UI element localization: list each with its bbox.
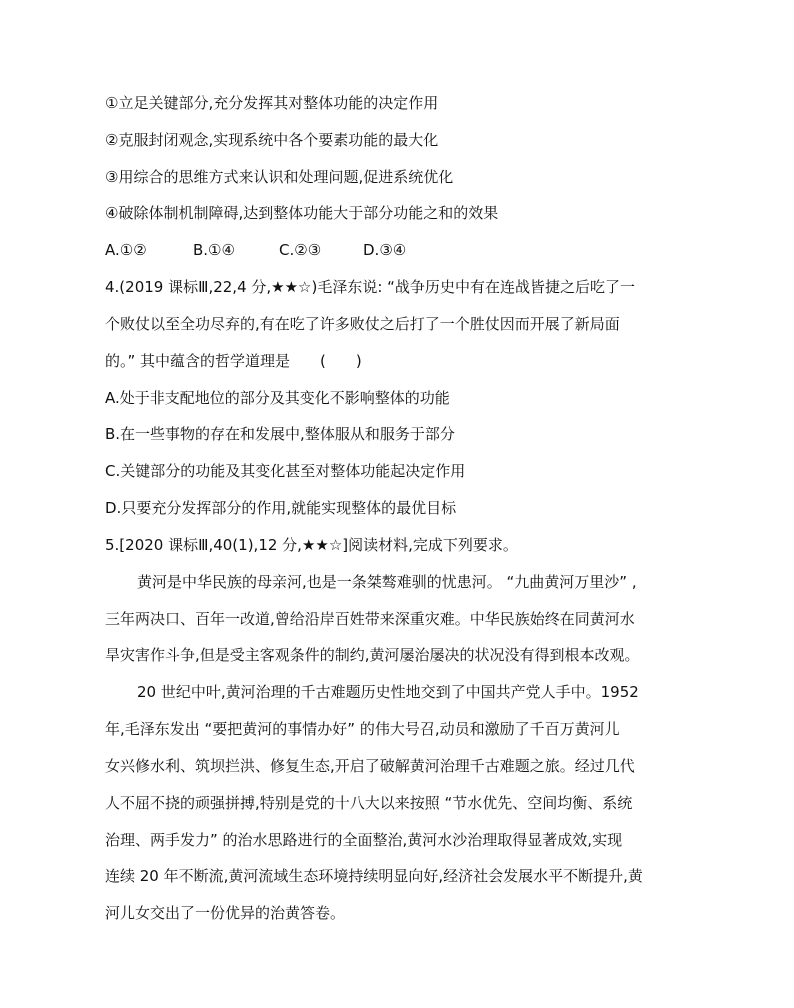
q5-para1-line-3: 旱灾害作斗争,但是受主客观条件的制约,黄河屡治屡决的状况没有得到根本改观。	[105, 646, 640, 664]
q4-option-a: A.处于非支配地位的部分及其变化不影响整体的功能	[105, 389, 450, 407]
q4-stem-line-2: 个败仗以至全功尽弃的,有在吃了许多败仗之后打了一个胜仗因而开展了新局面	[105, 315, 620, 333]
q5-stem: 5.[2020 课标Ⅲ,40(1),12 分,★★☆]阅读材料,完成下列要求。	[105, 536, 518, 554]
q5-para2-line-1: 20 世纪中叶,黄河治理的千古难题历史性地交到了中国共产党人手中。1952	[137, 683, 639, 701]
q5-para2-line-5: 治理、两手发力” 的治水思路进行的全面整治,黄河水沙治理取得显著成效,实现	[105, 831, 623, 849]
q4-option-d: D.只要充分发挥部分的作用,就能实现整体的最优目标	[105, 499, 457, 517]
q3-statement-2: ②克服封闭观念,实现系统中各个要素功能的最大化	[105, 131, 439, 149]
q3-option-a: A.①②	[105, 241, 147, 259]
q4-option-b: B.在一些事物的存在和发展中,整体服从和服务于部分	[105, 425, 455, 443]
q5-para2-line-2: 年,毛泽东发出 “要把黄河的事情办好” 的伟大号召,动员和激励了千百万黄河儿	[105, 720, 620, 738]
q3-option-b: B.①④	[193, 241, 235, 259]
q3-options	[105, 239, 406, 261]
q5-para1-line-1: 黄河是中华民族的母亲河,也是一条桀骜难驯的忧患河。 “九曲黄河万里沙” ,	[137, 573, 637, 591]
q3-option-c: C.②③	[279, 241, 322, 259]
q5-para2-line-7: 河儿女交出了一份优异的治黄答卷。	[105, 904, 346, 922]
q3-statement-1: ①立足关键部分,充分发挥其对整体功能的决定作用	[105, 94, 439, 112]
q5-para2-line-6: 连续 20 年不断流,黄河流域生态环境持续明显向好,经济社会发展水平不断提升,黄	[105, 867, 643, 885]
q3-option-d: D.③④	[363, 241, 407, 259]
q3-statement-3: ③用综合的思维方式来认识和处理问题,促进系统优化	[105, 168, 454, 186]
q4-option-c: C.关键部分的功能及其变化甚至对整体功能起决定作用	[105, 462, 466, 480]
q5-para2-line-4: 人不屈不挠的顽强拼搏,特别是党的十八大以来按照 “节水优先、空间均衡、系统	[105, 794, 633, 812]
q5-para2-line-3: 女兴修水利、筑坝拦洪、修复生态,开启了破解黄河治理千古难题之旅。经过几代	[105, 757, 635, 775]
q4-stem-line-3: 的。” 其中蕴含的哲学道理是 ( )	[105, 352, 362, 370]
q3-statement-4: ④破除体制机制障碍,达到整体功能大于部分功能之和的效果	[105, 204, 499, 222]
q5-para1-line-2: 三年两决口、百年一改道,曾给沿岸百姓带来深重灾难。中华民族始终在同黄河水	[105, 610, 635, 628]
q4-stem-line-1: 4.(2019 课标Ⅲ,22,4 分,★★☆)毛泽东说: “战争历史中有在连战皆捷之后吃了一	[105, 278, 635, 296]
